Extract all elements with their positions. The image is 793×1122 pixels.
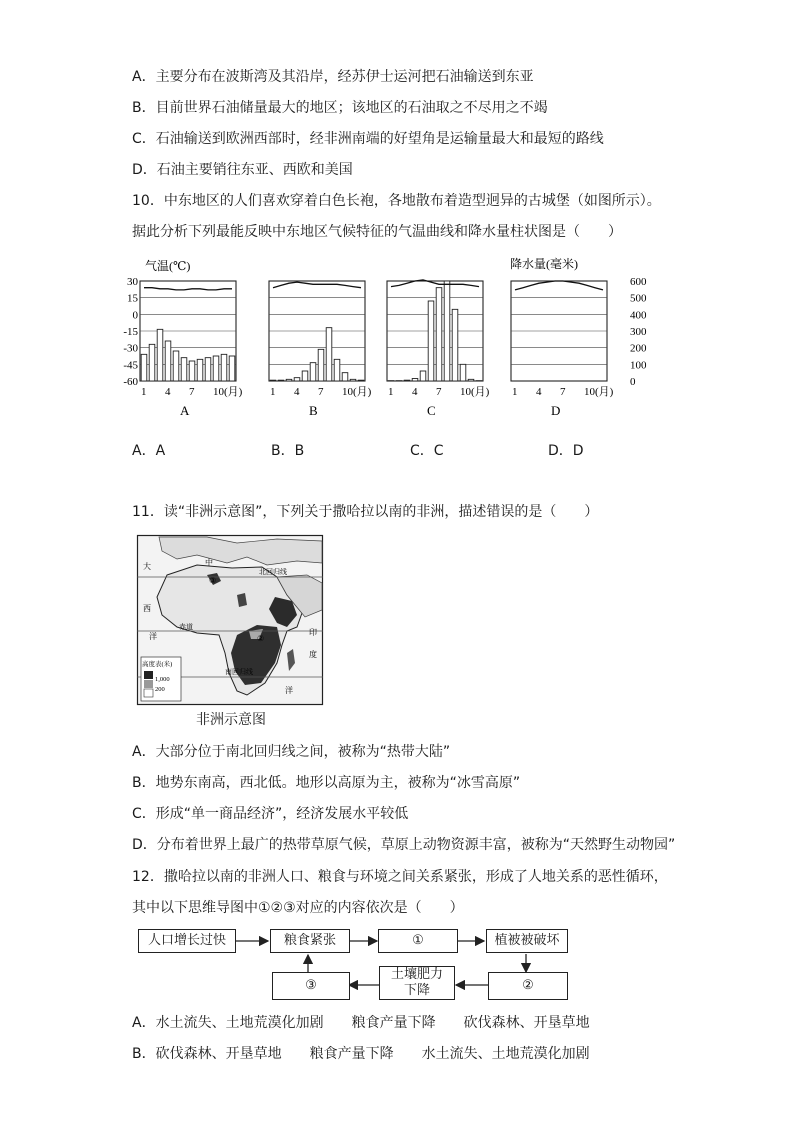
label-ocean-left-1: 大 <box>143 562 151 571</box>
temp-tick-label: 15 <box>127 292 138 305</box>
flow-box-one: ① <box>378 929 458 953</box>
label-equator: 赤道 <box>179 623 193 631</box>
x-tick-label: 7 <box>189 386 195 398</box>
label-south-tropic: 南回归线 <box>225 668 253 676</box>
panel-label: D <box>551 403 561 418</box>
x-tick-label: 7 <box>318 386 324 398</box>
x-tick-label: 10(月) <box>213 386 243 398</box>
flow-box-three: ③ <box>272 972 350 1000</box>
x-tick-label: 1 <box>141 386 147 398</box>
temp-tick-label: -15 <box>123 326 138 338</box>
precip-tick-label: 500 <box>630 292 647 305</box>
q9-option-d: D．石油主要销往东亚、西欧和美国 <box>132 162 353 178</box>
q10-option-b: B．B <box>271 443 305 459</box>
flow-box-food: 粮食紧张 <box>270 929 350 953</box>
flow-box-population: 人口增长过快 <box>138 929 236 953</box>
x-tick-label: 4 <box>536 386 542 398</box>
q10-option-d: D．D <box>548 443 584 459</box>
q10-option-a: A．A <box>132 443 166 459</box>
legend-1000: 1,000 <box>155 676 170 683</box>
flow-box-soil: 土壤肥力下降 <box>379 966 455 1000</box>
precip-tick-label: 0 <box>630 376 636 388</box>
q12-stem-line2: 其中以下思维导图中①②③对应的内容依次是（ ） <box>132 900 464 916</box>
flow-box-two: ② <box>488 972 568 1000</box>
legend-title: 高度表(米) <box>142 661 173 668</box>
q12-option-a: A．水土流失、土地荒漠化加剧 粮食产量下降 砍伐森林、开垦草地 <box>132 1015 590 1031</box>
label-ocean-right-2: 度 <box>309 650 317 659</box>
q11-option-b: B．地势东南高，西北低。地形以高原为主，被称为“冰雪高原” <box>132 775 521 791</box>
precip-tick-label: 300 <box>630 326 647 338</box>
q11-stem: 11．读“非洲示意图”，下列关于撒哈拉以南的非洲，描述错误的是（ ） <box>132 504 599 520</box>
label-ocean-right-3: 洋 <box>285 686 293 695</box>
q10-stem-line2: 据此分析下列最能反映中东地区气候特征的气温曲线和降水量柱状图是（ ） <box>132 224 622 240</box>
q11-option-c: C．形成“单一商品经济”，经济发展水平较低 <box>132 806 409 822</box>
x-tick-label: 4 <box>412 386 418 398</box>
legend-200: 200 <box>155 686 165 693</box>
q9-option-a: A．主要分布在波斯湾及其沿岸，经苏伊士运河把石油输送到东亚 <box>132 69 534 85</box>
x-tick-label: 1 <box>388 386 394 398</box>
x-tick-label: 4 <box>165 386 171 398</box>
temp-tick-label: -45 <box>123 359 138 372</box>
precip-tick-label: 400 <box>630 309 647 322</box>
precip-tick-label: 200 <box>630 342 647 355</box>
temp-axis-title: 气温(℃) <box>145 259 191 273</box>
label-sea-top: 中 <box>205 558 213 567</box>
panel-label: C <box>427 403 436 418</box>
q12-stem-line1: 12．撒哈拉以南的非洲人口、粮食与环境之间关系紧张，形成了人地关系的恶性循环， <box>132 869 668 885</box>
panel-label: B <box>309 403 318 418</box>
x-tick-label: 4 <box>294 386 300 398</box>
label-region-marker-2: ② <box>257 634 265 643</box>
temp-tick-label: -30 <box>123 342 138 355</box>
temp-tick-label: 0 <box>132 309 138 322</box>
x-tick-label: 1 <box>270 386 276 398</box>
label-ocean-left-2: 西 <box>143 604 151 613</box>
x-tick-label: 7 <box>436 386 442 398</box>
precip-tick-label: 100 <box>630 359 647 372</box>
precip-axis-title: 降水量(毫米) <box>510 257 578 271</box>
label-ocean-left-3: 洋 <box>149 632 157 641</box>
q10-option-c: C．C <box>410 443 444 459</box>
q9-option-c: C．石油输送到欧洲西部时，经非洲南端的好望角是运输量最大和最短的路线 <box>132 131 604 147</box>
temp-tick-label: -60 <box>123 376 138 388</box>
x-tick-label: 7 <box>560 386 566 398</box>
panel-label: A <box>180 403 190 418</box>
flow-box-vegetation: 植被被破坏 <box>486 929 568 953</box>
x-tick-label: 10(月) <box>584 386 614 398</box>
q10-stem-line1: 10．中东地区的人们喜欢穿着白色长袍，各地散布着造型迥异的古城堡（如图所示）。 <box>132 193 661 209</box>
label-north-tropic: 北回归线 <box>259 568 287 576</box>
precip-tick-label: 600 <box>630 276 647 288</box>
x-tick-label: 10(月) <box>460 386 490 398</box>
q12-option-b: B．砍伐森林、开垦草地 粮食产量下降 水土流失、土地荒漠化加剧 <box>132 1046 590 1062</box>
map-caption: 非洲示意图 <box>196 712 266 728</box>
label-region-marker: ③ <box>209 576 217 585</box>
label-ocean-right-1: 印 <box>309 628 317 637</box>
temp-tick-label: 30 <box>127 276 138 288</box>
x-tick-label: 1 <box>512 386 518 398</box>
q11-option-d: D．分布着世界上最广的热带草原气候，草原上动物资源丰富，被称为“天然野生动物园” <box>132 837 676 853</box>
q9-option-b: B．目前世界石油储量最大的地区；该地区的石油取之不尽用之不竭 <box>132 100 548 116</box>
x-tick-label: 10(月) <box>342 386 372 398</box>
q11-option-a: A．大部分位于南北回归线之间，被称为“热带大陆” <box>132 744 451 760</box>
